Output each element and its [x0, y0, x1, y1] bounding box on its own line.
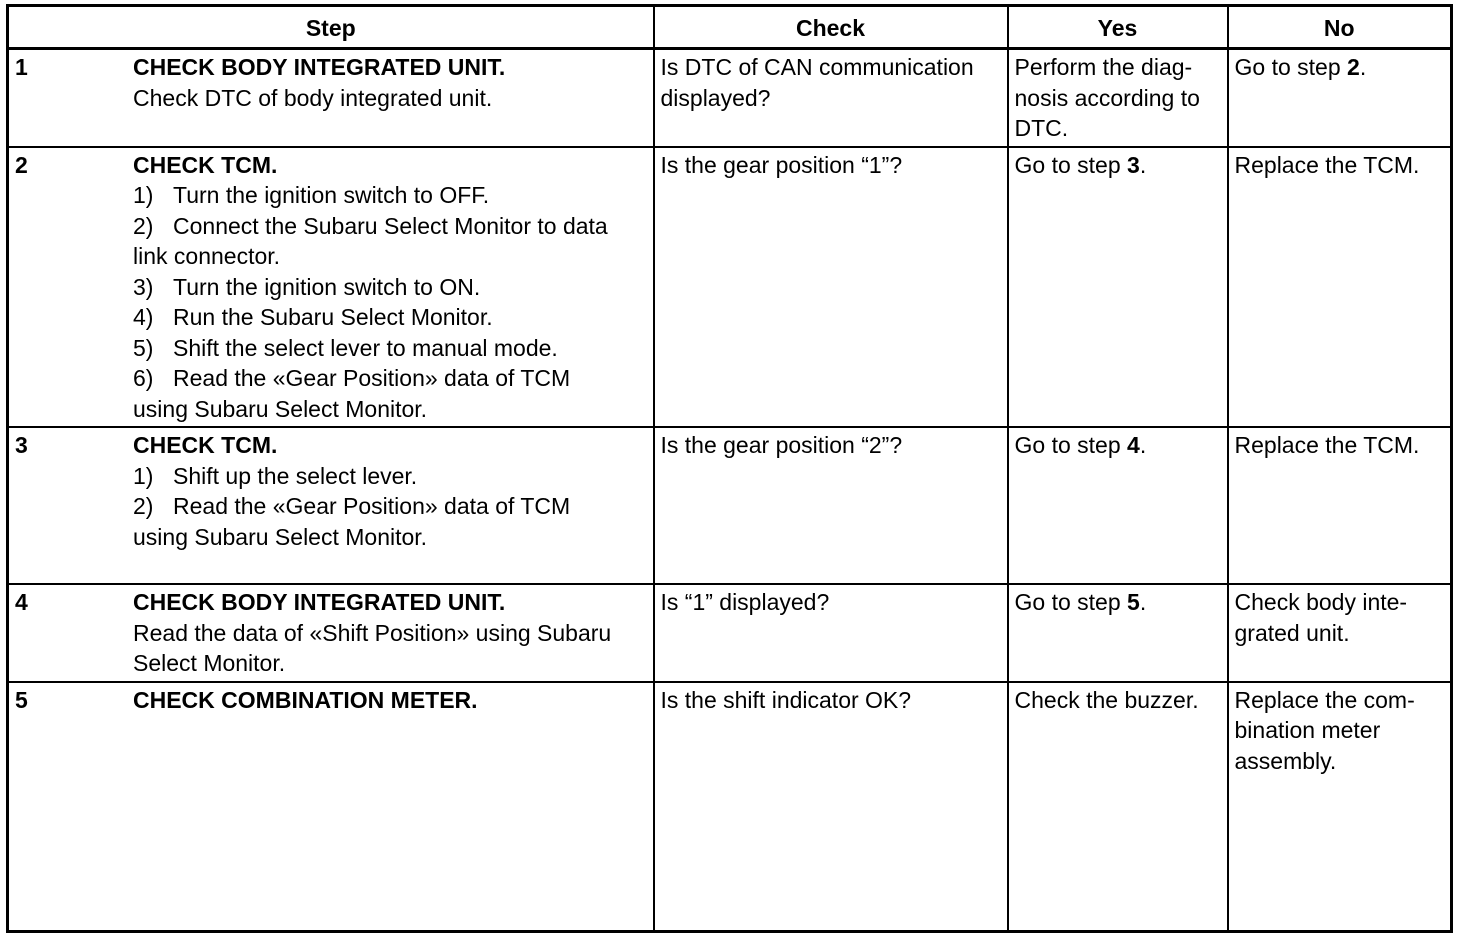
no-cell [1228, 682, 1452, 932]
substep [133, 461, 647, 492]
yes-cell [1008, 584, 1228, 682]
no-text-line: Check body inte- [1234, 589, 1408, 615]
substep-index: 2) [133, 212, 154, 239]
table-row [8, 682, 1452, 932]
check-cell [654, 49, 1008, 147]
substep-index: 4) [133, 304, 154, 330]
substep-text: Read the «Gear Position» data of TCM [173, 493, 571, 519]
step-number: 4 [15, 589, 28, 615]
substep [133, 272, 647, 303]
no-text-line: grated unit. [1234, 619, 1350, 646]
step-description-line: Select Monitor. [133, 650, 286, 676]
yes-cell [1008, 427, 1228, 584]
diagnostic-table [6, 4, 1453, 933]
step-number: 2 [15, 151, 28, 178]
yes-step-ref: 3 [1127, 151, 1140, 178]
substep [133, 302, 647, 333]
table-row [8, 427, 1452, 584]
step-number: 3 [15, 432, 28, 458]
yes-text-prefix: Go to step [1014, 589, 1128, 615]
step-title: CHECK COMBINATION METER. [133, 686, 478, 713]
substep-continuation: link connector. [133, 243, 281, 269]
substep-index: 3) [133, 273, 154, 300]
header-yes: Yes [1008, 6, 1228, 49]
substep-index: 1) [133, 462, 154, 489]
substep-text: Read the «Gear Position» data of TCM [173, 365, 571, 391]
no-text: Replace the TCM. [1234, 151, 1420, 178]
substep [133, 211, 647, 242]
no-text-line: bination meter [1234, 717, 1381, 743]
substep [133, 333, 647, 364]
check-cell [654, 147, 1008, 428]
check-cell [654, 682, 1008, 932]
yes-cell [1008, 147, 1228, 428]
substep-text: Run the Subaru Select Monitor. [173, 304, 493, 330]
step-title: CHECK TCM. [133, 151, 278, 178]
table-row [8, 49, 1452, 147]
header-step: Step [8, 6, 654, 49]
step-number: 5 [15, 686, 28, 713]
yes-cell [1008, 682, 1228, 932]
step-title: CHECK BODY INTEGRATED UNIT. [133, 589, 506, 615]
no-text-suffix: . [1359, 54, 1367, 80]
check-text: Is “1” displayed? [660, 589, 830, 615]
step-cell [8, 49, 654, 147]
no-cell [1228, 49, 1452, 147]
check-text: Is the gear position “2”? [660, 432, 903, 458]
substep-text: Shift up the select lever. [173, 462, 418, 489]
substep-text: Connect the Subaru Select Monitor to data [173, 212, 608, 239]
yes-text-suffix: . [1139, 432, 1147, 458]
check-text: Is the shift indicator OK? [660, 686, 912, 713]
yes-text-suffix: . [1139, 151, 1147, 178]
substep-index: 1) [133, 182, 154, 208]
table-row [8, 584, 1452, 682]
step-cell [8, 147, 654, 428]
check-text: Is DTC of CAN communication displayed? [660, 54, 974, 111]
step-title: CHECK TCM. [133, 432, 278, 458]
substep-text: Turn the ignition switch to OFF. [173, 182, 490, 208]
step-cell [8, 682, 654, 932]
substep-index: 6) [133, 365, 154, 391]
yes-text-prefix: Go to step [1014, 432, 1128, 458]
step-cell [8, 427, 654, 584]
header-check: Check [654, 6, 1008, 49]
no-step-ref: 2 [1347, 54, 1360, 80]
substep [133, 180, 647, 211]
substep-text: Shift the select lever to manual mode. [173, 334, 558, 361]
substep-continuation: using Subaru Select Monitor. [133, 395, 428, 422]
check-cell [654, 584, 1008, 682]
no-text-line: assembly. [1234, 747, 1337, 774]
no-cell [1228, 147, 1452, 428]
step-number: 1 [15, 54, 28, 80]
table-header-row [8, 6, 1452, 49]
substep-continuation: using Subaru Select Monitor. [133, 523, 428, 550]
check-cell [654, 427, 1008, 584]
no-text-line: Replace the com- [1234, 686, 1415, 713]
substep-index: 2) [133, 493, 154, 519]
substep-index: 5) [133, 334, 154, 361]
substep [133, 363, 647, 394]
substep-text: Turn the ignition switch to ON. [173, 273, 481, 300]
no-text-prefix: Go to step [1234, 54, 1348, 80]
step-description-line: Read the data of «Shift Position» using Subaru [133, 619, 612, 646]
header-no: No [1228, 6, 1452, 49]
step-cell [8, 584, 654, 682]
no-cell [1228, 427, 1452, 584]
check-text: Is the gear position “1”? [660, 151, 903, 178]
no-text: Replace the TCM. [1234, 432, 1420, 458]
yes-text-prefix: Go to step [1014, 151, 1128, 178]
no-cell [1228, 584, 1452, 682]
step-description: Check DTC of body integrated unit. [133, 84, 493, 111]
yes-cell [1008, 49, 1228, 147]
substep [133, 491, 647, 522]
yes-text: Perform the diag-nosis according to DTC. [1014, 54, 1200, 141]
table-row [8, 147, 1452, 428]
yes-step-ref: 5 [1127, 589, 1140, 615]
step-title: CHECK BODY INTEGRATED UNIT. [133, 54, 506, 80]
yes-text-suffix: . [1139, 589, 1147, 615]
yes-text: Check the buzzer. [1014, 686, 1199, 713]
yes-step-ref: 4 [1127, 432, 1140, 458]
